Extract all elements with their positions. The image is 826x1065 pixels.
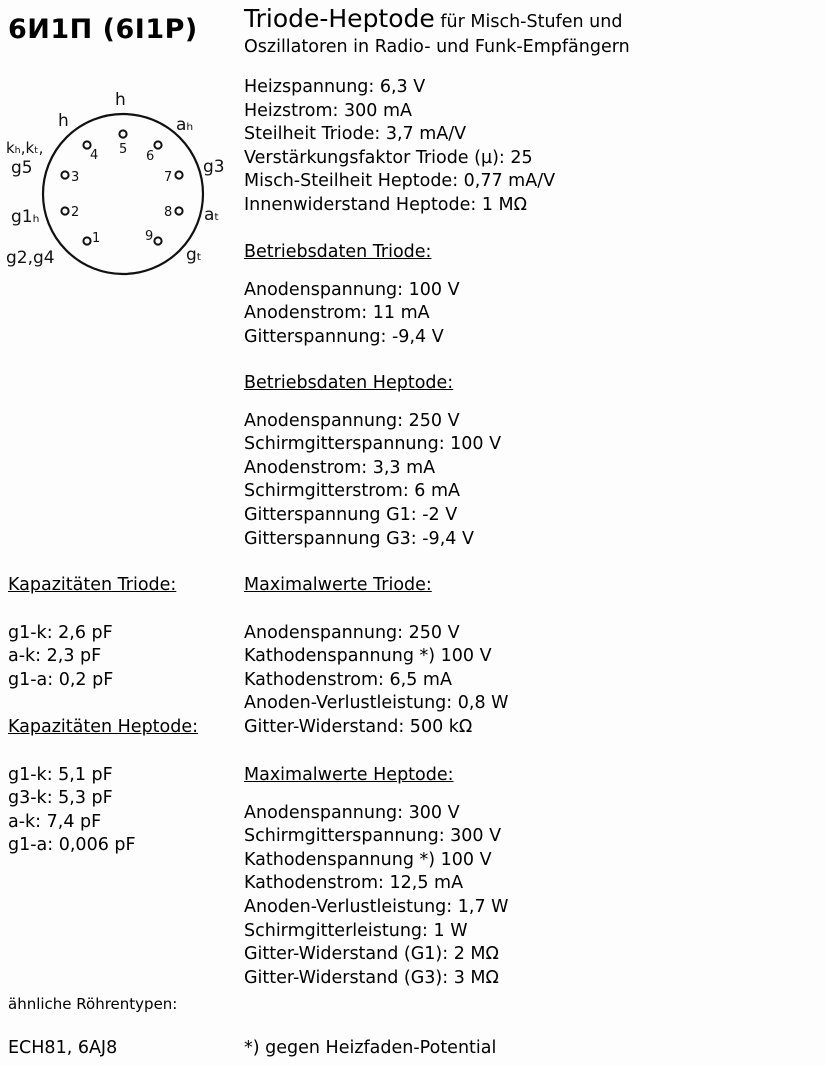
list-item: Gitterspannung G3: -9,4 V: [244, 528, 474, 549]
label-gT: gₜ: [186, 245, 202, 265]
list-item: Anodenspannung: 250 V: [244, 410, 460, 431]
label-g3: g3: [203, 157, 225, 177]
label-cathodes: kₕ,kₜ,: [6, 139, 44, 157]
pin-number-1: 1: [92, 231, 101, 246]
list-item: Gitterspannung G1: -2 V: [244, 504, 458, 525]
section-header: Maximalwerte Heptode:: [244, 765, 454, 785]
similar-types-label: ähnliche Röhrentypen:: [8, 995, 178, 1013]
label-ah: aₕ: [176, 115, 194, 135]
pin-number-9: 9: [145, 229, 154, 244]
list-item: Schirmgitterspannung: 300 V: [244, 826, 502, 847]
label-g1h: g1ₕ: [11, 207, 40, 227]
list-item: a-k: 2,3 pF: [8, 646, 102, 667]
list-item: Gitter-Widerstand: 500 kΩ: [244, 716, 473, 737]
list-item: Schirmgitterspannung: 100 V: [244, 434, 502, 455]
spec-triode-amplification: Verstärkungsfaktor Triode (µ): 25: [244, 147, 533, 168]
list-item: Anoden-Verlustleistung: 0,8 W: [244, 693, 509, 714]
section-header: Kapazitäten Triode:: [8, 575, 177, 595]
label-h-top: h: [115, 90, 126, 110]
list-item: Gitterspannung: -9,4 V: [244, 326, 444, 347]
list-item: g1-a: 0,006 pF: [8, 835, 136, 856]
section-header: Betriebsdaten Heptode:: [244, 373, 454, 393]
list-item: Kathodenstrom: 6,5 mA: [244, 669, 452, 690]
pin-number-8: 8: [164, 205, 173, 220]
list-item: Anodenspannung: 100 V: [244, 279, 460, 300]
tube-title: 6И1П (6I1P): [8, 14, 198, 45]
capacitances-heptode: [8, 716, 198, 858]
list-item: Schirmgitterstrom: 6 mA: [244, 481, 460, 502]
spec-heptode-conversion: Misch-Steilheit Heptode: 0,77 mA/V: [244, 171, 556, 192]
list-item: g1-k: 2,6 pF: [8, 622, 113, 643]
tube-type: Triode-Heptode: [244, 4, 435, 33]
label-aT: aₜ: [204, 205, 220, 225]
spec-triode-transconductance: Steilheit Triode: 3,7 mA/V: [244, 124, 467, 145]
max-ratings-heptode: [244, 764, 508, 990]
general-specs: [244, 76, 555, 218]
section-header: Kapazitäten Heptode:: [8, 717, 199, 737]
max-ratings-triode: [244, 574, 508, 740]
list-item: Anodenspannung: 300 V: [244, 802, 460, 823]
list-item: g1-k: 5,1 pF: [8, 764, 113, 785]
list-item: g3-k: 5,3 pF: [8, 788, 113, 809]
similar-types-value: ECH81, 6AJ8: [8, 1038, 118, 1058]
list-item: Gitter-Widerstand (G1): 2 MΩ: [244, 944, 499, 965]
label-g2-g4: g2,g4: [6, 248, 55, 268]
spec-heptode-resistance: Innenwiderstand Heptode: 1 MΩ: [244, 194, 528, 215]
operating-data-heptode: [244, 372, 501, 551]
list-item: Kathodenspannung *) 100 V: [244, 849, 492, 870]
spec-heater-voltage: Heizspannung: 6,3 V: [244, 77, 426, 97]
capacitances-triode: [8, 574, 176, 692]
operating-data-triode: [244, 241, 460, 349]
tube-purpose: für Misch-Stufen und: [440, 12, 623, 32]
tube-description: [244, 6, 630, 60]
section-header: Maximalwerte Triode:: [244, 575, 432, 595]
label-h-left: h: [58, 111, 69, 131]
list-item: Schirmgitterleistung: 1 W: [244, 920, 468, 941]
label-g5: g5: [11, 158, 33, 178]
list-item: Kathodenspannung *) 100 V: [244, 646, 492, 667]
pinout-diagram: [0, 85, 240, 280]
list-item: Gitter-Widerstand (G3): 3 MΩ: [244, 967, 499, 988]
tube-purpose-line2: Oszillatoren in Radio- und Funk-Empfängern: [244, 37, 630, 57]
list-item: Anodenspannung: 250 V: [244, 622, 460, 643]
pin-number-7: 7: [164, 170, 173, 185]
section-header: Betriebsdaten Triode:: [244, 242, 432, 262]
list-item: Anodenstrom: 3,3 mA: [244, 457, 436, 478]
list-item: a-k: 7,4 pF: [8, 811, 102, 832]
pin-number-2: 2: [71, 205, 80, 220]
list-item: g1-a: 0,2 pF: [8, 669, 114, 690]
list-item: Anodenstrom: 11 mA: [244, 303, 430, 324]
footnote: *) gegen Heizfaden-Potential: [244, 1038, 497, 1058]
pin-number-4: 4: [90, 148, 99, 163]
list-item: Anoden-Verlustleistung: 1,7 W: [244, 896, 509, 917]
pin-number-6: 6: [146, 149, 155, 164]
spec-heater-current: Heizstrom: 300 mA: [244, 100, 412, 121]
pin-number-5: 5: [119, 142, 128, 157]
list-item: Kathodenstrom: 12,5 mA: [244, 873, 464, 894]
pin-number-3: 3: [71, 170, 80, 185]
